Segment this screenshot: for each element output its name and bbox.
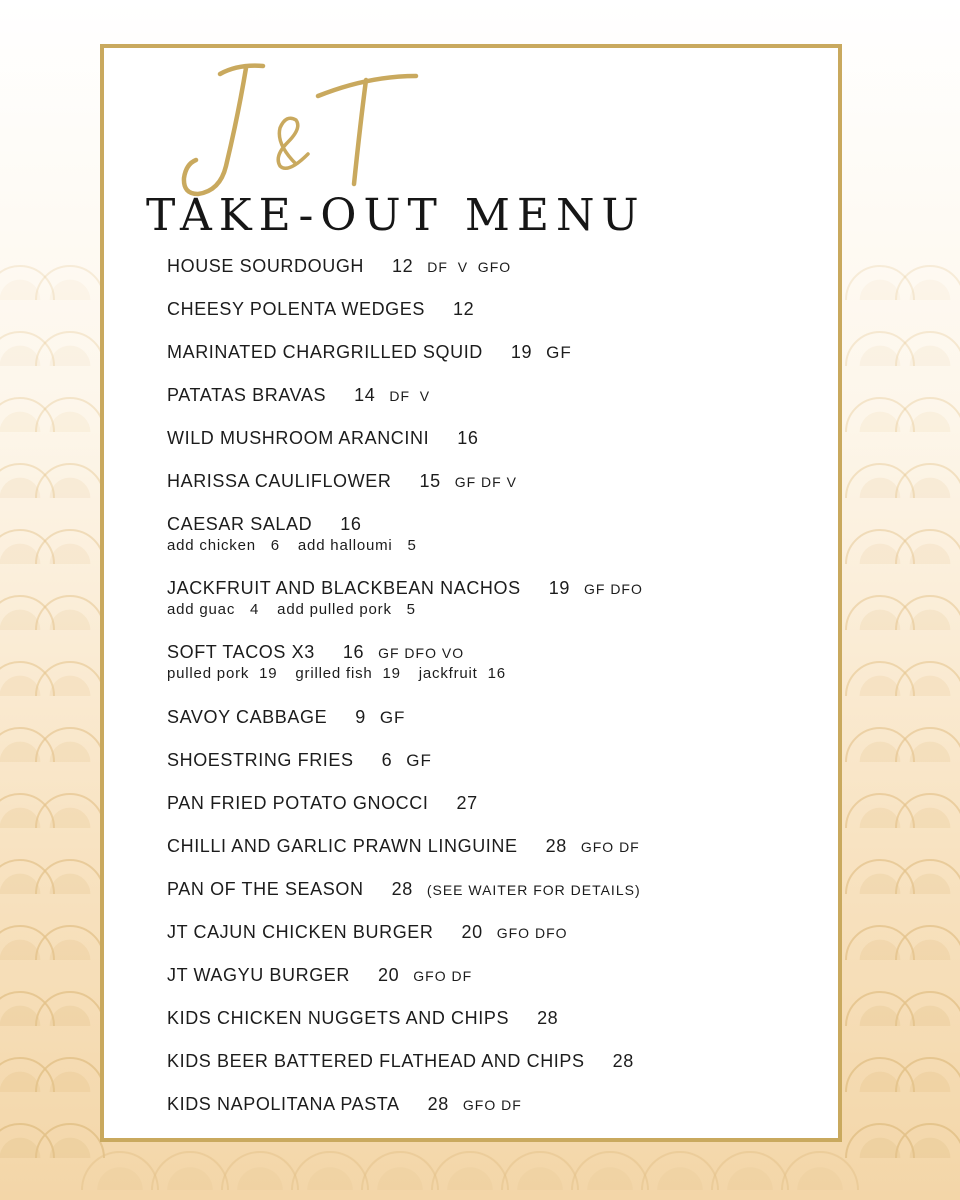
addon-option: jackfruit 16	[418, 665, 506, 682]
menu-item-price: 20	[461, 922, 483, 942]
menu-item-price: 28	[537, 1008, 559, 1028]
menu-item-addons	[167, 664, 524, 684]
menu-item	[167, 1092, 522, 1116]
menu-item-addons	[167, 536, 435, 556]
addon-option: add halloumi 5	[297, 537, 417, 554]
addon-option: add chicken 6	[167, 537, 280, 554]
menu-item	[167, 834, 640, 858]
menu-item-price: 28	[545, 836, 567, 856]
menu-item-name: CAESAR SALAD	[167, 514, 313, 534]
menu-item-price: 28	[427, 1094, 449, 1114]
menu-item-name: KIDS NAPOLITANA PASTA	[167, 1094, 400, 1114]
menu-item-name: PATATAS BRAVAS	[167, 385, 327, 405]
menu-item	[167, 920, 568, 944]
menu-item	[167, 1006, 572, 1030]
menu-item-name: KIDS CHICKEN NUGGETS AND CHIPS	[167, 1008, 510, 1028]
menu-item-name: SOFT TACOS X3	[167, 642, 315, 662]
menu-item	[167, 297, 488, 321]
menu-item	[167, 469, 517, 493]
dietary-tags: GF DFO	[583, 581, 643, 597]
menu-item-name: CHEESY POLENTA WEDGES	[167, 299, 425, 319]
menu-item-price: 12	[453, 299, 475, 319]
menu-item	[167, 705, 405, 729]
dietary-tags: GFO DF	[413, 968, 473, 984]
menu-item-name: JACKFRUIT AND BLACKBEAN NACHOS	[167, 578, 521, 598]
dietary-tags: GF DF V	[454, 474, 517, 490]
dietary-tags: (SEE WAITER FOR DETAILS)	[426, 882, 641, 898]
dietary-tags: GF	[406, 751, 432, 770]
menu-item-price: 28	[391, 879, 413, 899]
dietary-tags: DF V GFO	[427, 259, 512, 275]
dietary-tags: DF V	[389, 388, 431, 404]
menu-item-price: 19	[510, 342, 533, 362]
dietary-tags: GFO DF	[580, 839, 640, 855]
menu-item-name: CHILLI AND GARLIC PRAWN LINGUINE	[167, 836, 518, 856]
menu-item	[167, 576, 643, 620]
menu-item-name: PAN OF THE SEASON	[167, 879, 364, 899]
addon-option: add pulled pork 5	[277, 601, 416, 618]
menu-item-name: JT CAJUN CHICKEN BURGER	[167, 922, 434, 942]
menu-item-price: 19	[548, 578, 570, 598]
menu-item	[167, 791, 492, 815]
menu-item-name: PAN FRIED POTATO GNOCCI	[167, 793, 429, 813]
menu-item-name: HARISSA CAULIFLOWER	[167, 471, 392, 491]
menu-item	[167, 640, 524, 684]
menu-item-name: SHOESTRING FRIES	[167, 750, 354, 770]
menu-item	[167, 383, 430, 407]
menu-item	[167, 963, 472, 987]
monogram-logo	[168, 56, 438, 206]
dietary-tags: GF	[379, 708, 406, 727]
menu-item-name: HOUSE SOURDOUGH	[167, 256, 365, 276]
menu-item-price: 6	[381, 750, 393, 770]
menu-item-price: 27	[456, 793, 478, 813]
menu-item-name: MARINATED CHARGRILLED SQUID	[167, 342, 483, 362]
menu-item	[167, 340, 572, 364]
menu-item-name: KIDS BEER BATTERED FLATHEAD AND CHIPS	[167, 1051, 585, 1071]
addon-option: pulled pork 19	[167, 665, 278, 682]
menu-item	[167, 748, 432, 772]
dietary-tags: GFO DFO	[496, 925, 568, 941]
dietary-tags: GF DFO VO	[378, 645, 465, 661]
menu-item-name: SAVOY CABBAGE	[167, 707, 328, 727]
menu-item-price: 15	[419, 471, 441, 491]
menu-item-price: 9	[355, 707, 366, 727]
menu-item-price: 16	[457, 428, 479, 448]
menu-item	[167, 254, 511, 278]
menu-item-price: 28	[612, 1051, 634, 1071]
menu-title: TAKE-OUT MENU	[146, 190, 646, 241]
menu-item	[167, 426, 492, 450]
menu-item	[167, 512, 435, 556]
addon-option: add guac 4	[167, 601, 260, 618]
menu-item	[167, 877, 641, 901]
menu-item-price: 14	[354, 385, 376, 405]
dietary-tags: GFO DF	[462, 1097, 522, 1113]
menu-item-price: 16	[340, 514, 362, 534]
menu-item-name: WILD MUSHROOM ARANCINI	[167, 428, 430, 448]
menu-item-price: 12	[392, 256, 414, 276]
addon-option: grilled fish 19	[295, 665, 401, 682]
menu-item-addons	[167, 600, 643, 620]
menu-item	[167, 1049, 648, 1073]
menu-item-price: 20	[378, 965, 400, 985]
menu-item-price: 16	[342, 642, 365, 662]
menu-item-name: JT WAGYU BURGER	[167, 965, 351, 985]
dietary-tags: GF	[546, 343, 572, 362]
